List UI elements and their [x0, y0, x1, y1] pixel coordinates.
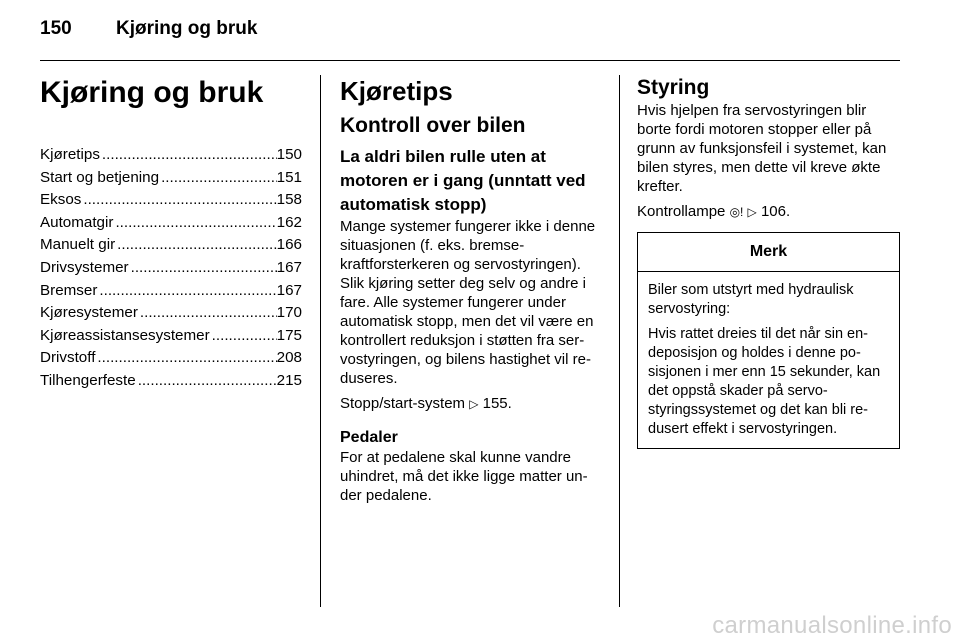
reference-link[interactable]: 106.: [760, 203, 791, 220]
column-divider: [320, 75, 321, 607]
note-paragraph: Biler som utstyrt med hydraulisk servostyring:: [648, 282, 854, 317]
table-of-contents: [40, 144, 302, 393]
toc-item[interactable]: Drivstoff ..... 208: [40, 347, 302, 370]
page-number: 150: [40, 18, 72, 39]
note-paragraph: Hvis rattet dreies til det når sin en-deposisjon og holdes i denne po-sisjonen i mer enn 15 sekunder, kan det oppstå skader på servo-styringssystemet og det kan bli re-dusert effekt i servostyringen.: [648, 326, 881, 437]
note-box: [637, 232, 900, 449]
toc-leader: [95, 347, 276, 370]
steering-warning-icon: ◎!: [729, 205, 744, 219]
toc-leader: [159, 167, 277, 190]
toc-leader: [115, 234, 277, 257]
toc-leader: [138, 302, 277, 325]
note-title: Merk: [638, 233, 899, 272]
warning-lamp-reference: Kontrollampe ◎! ▷ 106.: [637, 203, 791, 220]
toc-item[interactable]: Drivsystemer ..... 167: [40, 257, 302, 280]
arrow-ref-icon: ▷: [747, 205, 757, 219]
toc-item[interactable]: Tilhengerfeste ..... 215: [40, 370, 302, 393]
toc-leader: [100, 144, 277, 167]
toc-item[interactable]: Eksos ..... 158: [40, 189, 302, 212]
watermark: carmanualsonline.info: [712, 612, 952, 639]
toc-leader: [210, 325, 277, 348]
toc-leader: [129, 257, 277, 280]
rolling-heading: La aldri bilen rulle uten at motoren er i gang (unntatt ved automatisk stopp): [340, 147, 586, 214]
section-title: Kjøretips: [340, 76, 453, 106]
steering-column: [637, 75, 900, 449]
steering-heading: Styring: [637, 76, 710, 99]
toc-leader: [81, 189, 276, 212]
driving-tips-column: [340, 75, 602, 505]
pedals-heading: Pedaler: [340, 429, 398, 446]
toc-item[interactable]: Bremser ..... 167: [40, 280, 302, 303]
chapter-column: [40, 75, 302, 393]
toc-item[interactable]: Automatgir ..... 162: [40, 212, 302, 235]
section-subtitle: Kontroll over bilen: [340, 114, 526, 137]
toc-item[interactable]: Manuelt gir ..... 166: [40, 234, 302, 257]
reference-link[interactable]: 155.: [482, 395, 512, 412]
toc-item[interactable]: Start og betjening ..... 151: [40, 167, 302, 190]
steering-body: Hvis hjelpen fra servostyringen blir borte fordi motoren stopper eller på grunn av funksjonsfeil i systemet, kan bilen styres, men dette vil kreve økte krefter.: [637, 102, 887, 195]
toc-item[interactable]: Kjøretips ..... 150: [40, 144, 302, 167]
toc-item[interactable]: Kjøreassistansesystemer ..... 175: [40, 325, 302, 348]
chapter-title: Kjøring og bruk: [40, 76, 264, 109]
arrow-ref-icon: ▷: [469, 397, 479, 411]
toc-leader: [136, 370, 277, 393]
toc-leader: [113, 212, 276, 235]
header-title: Kjøring og bruk: [116, 18, 258, 39]
pedals-body: For at pedalene skal kunne vandre uhindret, må det ikke ligge matter un-der pedalene.: [340, 449, 588, 504]
rolling-body: Mange systemer fungerer ikke i denne situasjonen (f. eks. bremse-kraftforsterkeren og servostyringen). Slik kjøring setter deg selv og andre i fare. Alle systemer fungerer under automatisk stopp, men det vil være en kontrollert reduksjon i støtten fra ser-vostyringen, og bilens hastighet vil re-duseres.: [340, 218, 596, 387]
stop-start-reference: Stopp/start-system ▷ 155.: [340, 395, 512, 412]
column-divider: [619, 75, 620, 607]
toc-item[interactable]: Kjøresystemer ..... 170: [40, 302, 302, 325]
header-rule: [40, 60, 900, 61]
toc-leader: [97, 280, 276, 303]
